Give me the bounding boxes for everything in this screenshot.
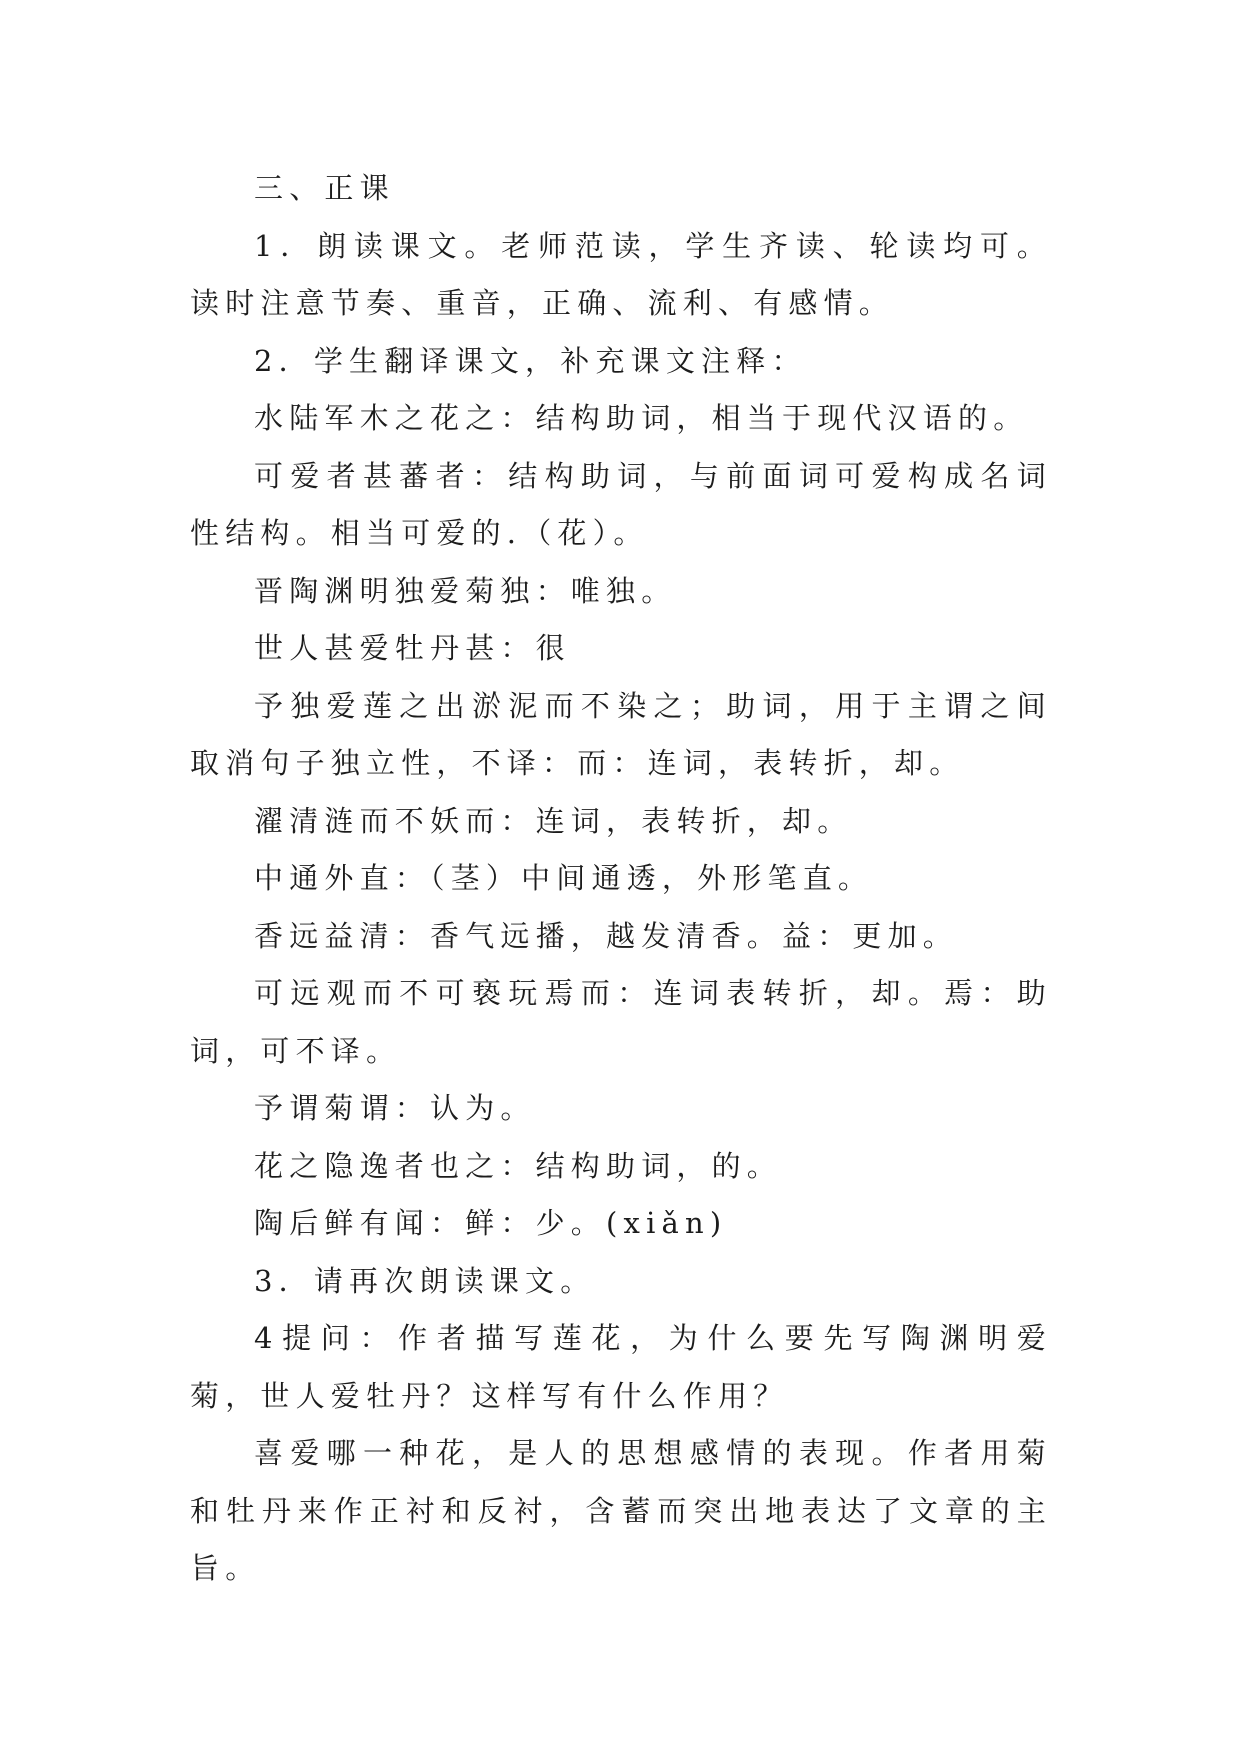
paragraph-step-2: 2．学生翻译课文，补充课文注释： bbox=[254, 343, 807, 378]
annotation-item: 濯清涟而不妖而：连词，表转折，却。 bbox=[254, 803, 853, 838]
document-body bbox=[190, 160, 1052, 1598]
annotation-item: 世人甚爱牡丹甚：很 bbox=[254, 631, 571, 665]
annotation-item: 香远益清：香气远播，越发清香。益：更加。 bbox=[254, 918, 959, 953]
annotation-item: 予谓菊谓：认为。 bbox=[254, 1091, 536, 1125]
annotation-item: 陶后鲜有闻：鲜：少。(xiǎn) bbox=[254, 1206, 728, 1240]
annotation-item: 予独爱莲之出淤泥而不染之；助词，用于主谓之间取消句子独立性，不译：而：连词，表转折，却。 bbox=[190, 688, 1052, 780]
annotation-item: 花之隐逸者也之：结构助词，的。 bbox=[254, 1148, 783, 1183]
paragraph-step-3: 3．请再次朗读课文。 bbox=[254, 1263, 596, 1298]
paragraph-answer: 喜爱哪一种花，是人的思想感情的表现。作者用菊和牡丹来作正衬和反衬，含蓄而突出地表达了文章的主旨。 bbox=[190, 1436, 1052, 1585]
annotation-item: 中通外直：（茎）中间通透，外形笔直。 bbox=[254, 861, 874, 895]
annotation-item: 可爱者甚蕃者：结构助词，与前面词可爱构成名词性结构。相当可爱的.（花）。 bbox=[190, 458, 1052, 550]
section-heading: 三、正课 bbox=[254, 171, 395, 205]
annotation-item: 晋陶渊明独爱菊独：唯独。 bbox=[254, 573, 677, 608]
annotation-item: 水陆军木之花之：结构助词，相当于现代汉语的。 bbox=[254, 401, 1029, 435]
paragraph-step-4-question: 4提问：作者描写莲花，为什么要先写陶渊明爱菊，世人爱牡丹？这样写有什么作用？ bbox=[190, 1321, 1052, 1413]
annotation-item: 可远观而不可亵玩焉而：连词表转折，却。焉：助词，可不译。 bbox=[190, 976, 1052, 1068]
paragraph-step-1: 1．朗读课文。老师范读，学生齐读、轮读均可。读时注意节奏、重音，正确、流利、有感情。 bbox=[190, 228, 1052, 320]
